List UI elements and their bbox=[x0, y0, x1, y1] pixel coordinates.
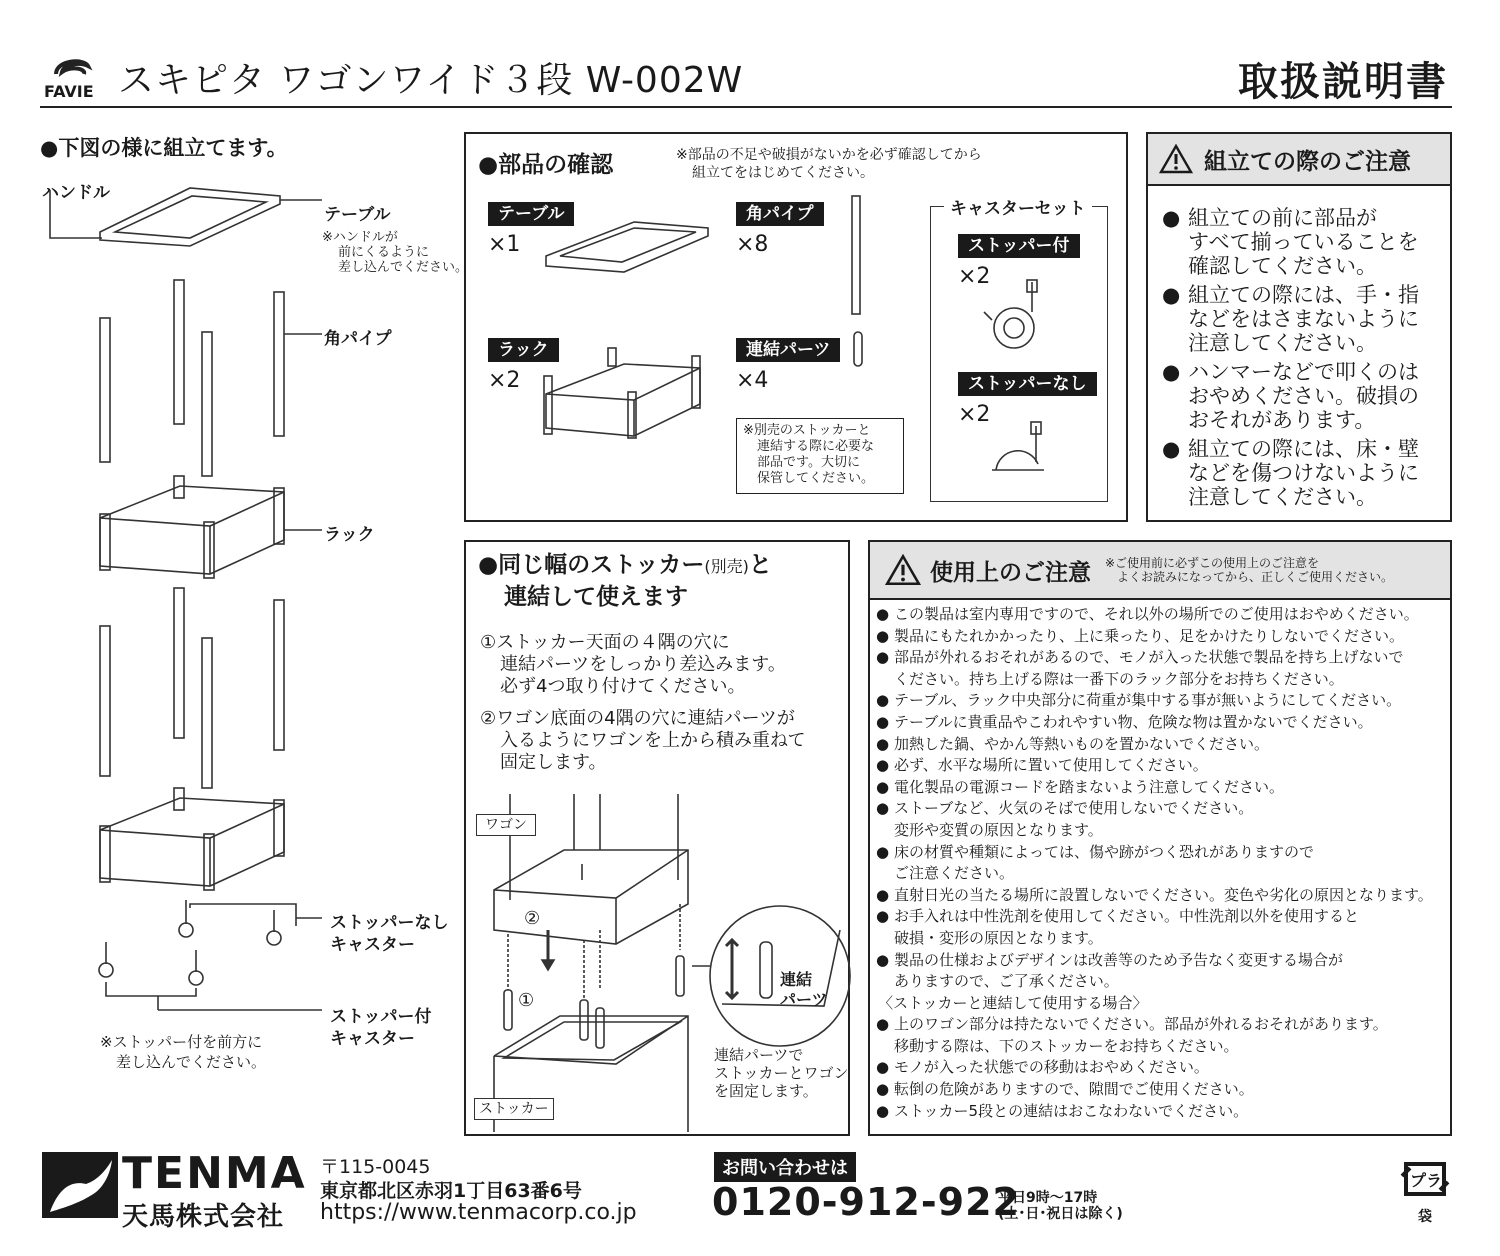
caution-use-line: ● 加熱した鍋、やかん等熱いものを置かないでください。 bbox=[872, 734, 1450, 756]
caster-no-stopper-tag: ストッパーなし bbox=[958, 372, 1097, 396]
caution-use-heading: 使用上のご注意 bbox=[930, 559, 1091, 586]
caution-use-line: ● この製品は室内専用ですので、それ以外の場所でのご使用はおやめください。 bbox=[872, 604, 1450, 626]
caster-stop-line: ストッパー付 bbox=[330, 1007, 432, 1027]
connector-note-line: 連結する際に必要な bbox=[757, 439, 875, 454]
handle-callout-line bbox=[50, 190, 102, 238]
caution-use-box bbox=[868, 540, 1452, 1136]
business-hours: 平日9時～17時 (土･日･祝日は除く) bbox=[998, 1190, 1123, 1222]
caution-use-line: 移動する際は、下のストッカーをお持ちください。 bbox=[894, 1036, 1239, 1055]
caution-use-line: ● お手入れは中性洗剤を使用してください。中性洗剤以外を使用すると bbox=[872, 906, 1450, 928]
caution-assembly-list bbox=[1148, 186, 1450, 509]
warning-icon bbox=[884, 553, 922, 587]
caution-use-line: ● ストッカー5段との連結はおこなわないでください。 bbox=[872, 1101, 1450, 1123]
caster-stopper-tag: ストッパー付 bbox=[958, 234, 1080, 258]
recycle-sub: 袋 bbox=[1418, 1209, 1432, 1225]
caster-note-line: ※ストッパー付を前方に bbox=[100, 1033, 263, 1051]
parts-heading: ●部品の確認 bbox=[478, 152, 614, 178]
part-connector-qty: ×4 bbox=[736, 368, 769, 393]
table-note-line: ※ハンドルが bbox=[322, 230, 398, 245]
casters bbox=[99, 900, 281, 985]
website-link[interactable]: https://www.tenmacorp.co.jp bbox=[320, 1200, 637, 1225]
caution-assembly-item: ● 組立ての際には、床・壁 などを傷つけないように 注意してください。 bbox=[1162, 437, 1450, 509]
caster-stop-line: キャスター bbox=[330, 1029, 415, 1049]
caution-use-head bbox=[870, 542, 1450, 600]
table-label: テーブル bbox=[324, 205, 391, 225]
part-rack-tag: ラック bbox=[488, 338, 559, 362]
caution-use-line: ● 電化製品の電源コードを踏まないよう注意してください。 bbox=[872, 777, 1450, 799]
caution-use-line: ご注意ください。 bbox=[894, 864, 1015, 883]
caution-use-line: ● 部品が外れるおそれがあるので、モノが入った状態で製品を持ち上げないで bbox=[872, 647, 1450, 669]
stocker-heading-sub: (別売) bbox=[704, 557, 749, 576]
caster-free-line: ストッパーなし bbox=[330, 913, 449, 933]
table-note-line: 前にくるように bbox=[338, 245, 430, 260]
detail-note: 連結パーツで ストッカーとワゴン を固定します。 bbox=[714, 1046, 849, 1100]
caution-use-line: ● 直射日光の当たる場所に設置しないでください。変色や劣化の原因となります。 bbox=[872, 885, 1450, 907]
part-pipe-tag: 角パイプ bbox=[736, 202, 824, 226]
stocker-heading bbox=[478, 550, 772, 612]
caution-assembly-box bbox=[1146, 132, 1452, 522]
wagon-tag: ワゴン bbox=[476, 814, 536, 836]
caution-use-line: 破損・変形の原因となります。 bbox=[894, 928, 1103, 947]
caster-no-stopper-shape bbox=[992, 422, 1044, 470]
postal-code: 〒115-0045 bbox=[320, 1156, 431, 1178]
connector-note-line: ※別売のストッカーと bbox=[743, 423, 871, 438]
caster-note-line: 差し込んでください。 bbox=[116, 1053, 267, 1071]
detail-label: 連結 パーツ bbox=[780, 970, 828, 1009]
brand-name: FAVIE bbox=[44, 82, 94, 101]
recycle-text: プラ bbox=[1410, 1171, 1443, 1190]
tenma-logo bbox=[40, 1150, 120, 1224]
stocker-heading-to: と bbox=[748, 552, 772, 578]
stocker-heading-line2: 連結して使えます bbox=[504, 584, 688, 610]
caution-use-list bbox=[870, 600, 1450, 1122]
connector-note-line: 保管してください。 bbox=[757, 471, 875, 486]
phone-number[interactable]: 0120-912-922 bbox=[712, 1180, 1020, 1224]
caution-use-line: ● 必ず、水平な場所に置いて使用してください。 bbox=[872, 755, 1450, 777]
caution-use-line: ありますので、ご了承ください。 bbox=[894, 972, 1119, 991]
part-rack-qty: ×2 bbox=[488, 368, 521, 393]
caution-use-line: ● 上のワゴン部分は持たないでください。部品が外れるおそれがあります。 bbox=[872, 1014, 1450, 1036]
table-note-line: 差し込んでください。 bbox=[338, 260, 469, 275]
caution-use-line: ● 転倒の危険がありますので、隙間でご使用ください。 bbox=[872, 1079, 1450, 1101]
caution-use-line: ください。持ち上げる際は一番下のラック部分をお持ちください。 bbox=[894, 669, 1344, 688]
caster-stopper-shape bbox=[984, 280, 1037, 348]
caution-use-line: ● 製品にもたれかかったり、上に乗ったり、足をかけたりしないでください。 bbox=[872, 626, 1450, 648]
caution-use-line: ● テーブルに貴重品やこわれやすい物、危険な物は置かないでください。 bbox=[872, 712, 1450, 734]
rack-label: ラック bbox=[324, 525, 375, 545]
doc-type: 取扱説明書 bbox=[1238, 59, 1448, 105]
assembly-diagram bbox=[40, 170, 460, 1070]
caution-use-line: ● 製品の仕様およびデザインは改善等のため予告なく変更する場合が bbox=[872, 950, 1450, 972]
caution-use-note: ※ご使用前に必ずこの使用上のご注意を よくお読みになってから、正しくご使用ください。 bbox=[1105, 556, 1394, 584]
caster-set-title: キャスターセット bbox=[944, 194, 1092, 219]
recycle-mark bbox=[1398, 1154, 1452, 1226]
parts-note-line: ※部品の不足や破損がないかを必ず確認してから bbox=[676, 147, 982, 163]
caster-stopper-qty: ×2 bbox=[958, 264, 991, 289]
caution-use-line: ● モノが入った状態での移動はおやめください。 bbox=[872, 1057, 1450, 1079]
favie-logo bbox=[44, 52, 104, 106]
caution-assembly-heading: 組立ての際のご注意 bbox=[1204, 148, 1411, 175]
header-rule bbox=[40, 106, 1452, 108]
stocker-heading-main: ●同じ幅のストッカー bbox=[478, 552, 705, 578]
rack-top bbox=[100, 476, 284, 578]
connector-note-line: 部品です。大切に bbox=[757, 455, 860, 470]
stocker-step1: ①ストッカー天面の４隅の穴に 連結パーツをしっかり差込みます。 必ず4つ取り付けてください。 bbox=[480, 632, 786, 697]
caution-use-line: ● ストーブなど、火気のそばで使用しないでください。 bbox=[872, 798, 1450, 820]
caution-assembly-item: ● ハンマーなどで叩くのは おやめください。破損の おそれがあります。 bbox=[1162, 360, 1450, 432]
part-pipe-shape bbox=[852, 196, 860, 314]
part-connector-shape bbox=[854, 332, 862, 366]
contact-label: お問い合わせは bbox=[714, 1152, 856, 1182]
part-pipe-qty: ×8 bbox=[736, 232, 769, 257]
caster-free-line: キャスター bbox=[330, 935, 415, 955]
pipe-label: 角パイプ bbox=[324, 329, 392, 349]
handle-label: ハンドル bbox=[42, 183, 110, 203]
pipes-top bbox=[100, 280, 284, 476]
caution-use-line: ● テーブル、ラック中央部分に荷重が集中する事が無いようにしてください。 bbox=[872, 690, 1450, 712]
stocker-step2: ②ワゴン底面の4隅の穴に連結パーツが 入るようにワゴンを上から積み重ねて 固定します。 bbox=[480, 708, 806, 773]
tenma-horse-icon bbox=[40, 1150, 120, 1220]
address: 東京都北区赤羽1丁目63番6号 bbox=[320, 1180, 582, 1202]
caster-no-stopper-qty: ×2 bbox=[958, 402, 991, 427]
assembly-intro: ●下図の様に組立てます。 bbox=[40, 136, 288, 160]
caution-use-line: 〈ストッカーと連結して使用する場合〉 bbox=[878, 993, 1148, 1012]
parts-note-line: 組立てをはじめてください。 bbox=[692, 165, 874, 181]
caution-use-line: 変形や変質の原因となります。 bbox=[894, 820, 1103, 839]
caution-assembly-item: ● 組立ての際には、手・指 などをはさまないように 注意してください。 bbox=[1162, 283, 1450, 355]
rack-bottom bbox=[100, 788, 284, 890]
tenma-wordmark: TENMA bbox=[122, 1148, 307, 1199]
warning-icon bbox=[1158, 143, 1194, 175]
pipes-lower bbox=[100, 588, 284, 788]
step2-mark: ② bbox=[524, 908, 541, 929]
stocker-tag: ストッカー bbox=[474, 1098, 554, 1120]
company-name: 天馬株式会社 bbox=[122, 1202, 285, 1232]
part-table-tag: テーブル bbox=[488, 202, 574, 226]
part-table-shape bbox=[546, 222, 708, 272]
part-connector-tag: 連結パーツ bbox=[736, 338, 840, 362]
caution-assembly-item: ● 組立ての前に部品が すべて揃っていることを 確認してください。 bbox=[1162, 206, 1450, 278]
part-table-qty: ×1 bbox=[488, 232, 521, 257]
parts-diagram bbox=[464, 132, 1128, 522]
step1-mark: ① bbox=[518, 990, 535, 1011]
product-title: スキピタ ワゴンワイド３段 W-002W bbox=[118, 60, 744, 101]
caution-use-line: ● 床の材質や種類によっては、傷や跡がつく恐れがありますので bbox=[872, 842, 1450, 864]
caution-assembly-head bbox=[1148, 134, 1450, 186]
